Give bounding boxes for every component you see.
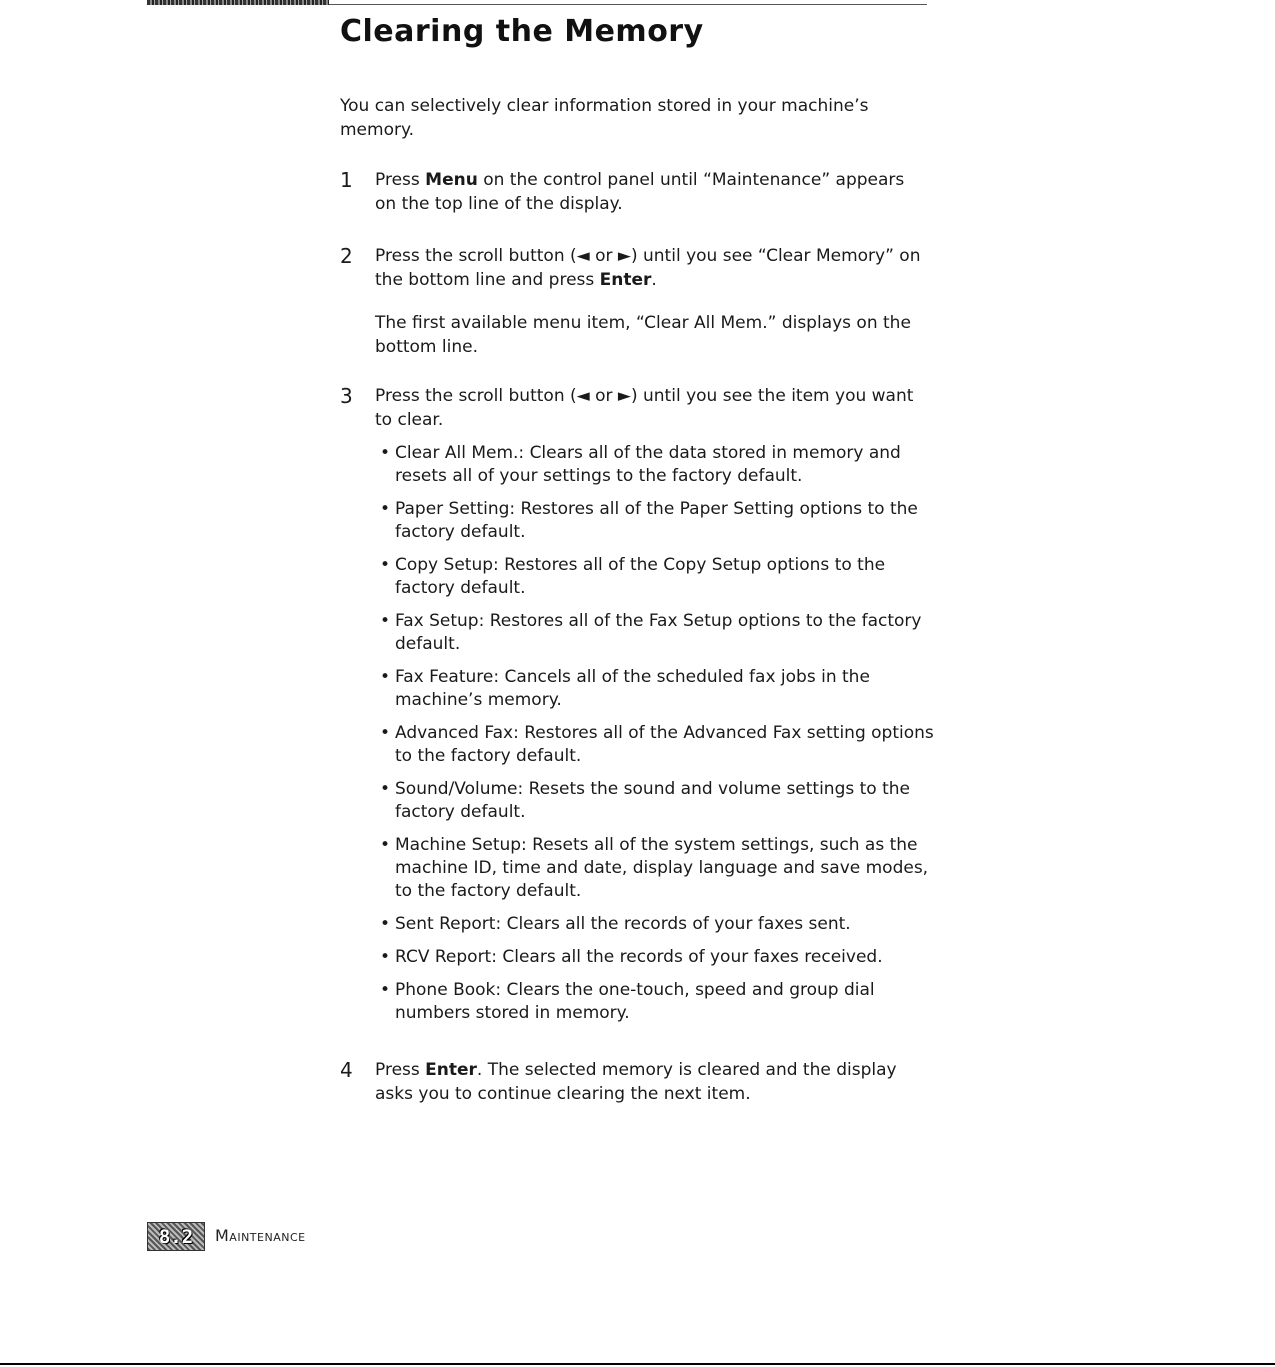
step-number: 1 <box>340 168 353 192</box>
step-text: Press the scroll button (◄ or ►) until you see “Clear Memory” on the bottom line and press Enter. <box>375 246 921 290</box>
list-item: • Phone Book: Clears the one-touch, speed and group dial numbers stored in memory. <box>380 980 875 1023</box>
list-item: • Paper Setting: Restores all of the Paper Setting options to the factory default. <box>380 499 918 542</box>
list-item: • Fax Setup: Restores all of the Fax Setup options to the factory default. <box>380 611 922 654</box>
step-text: Press Menu on the control panel until “Maintenance” appears on the top line of the display. <box>375 170 905 214</box>
header-decoration <box>147 0 329 5</box>
step-number: 3 <box>340 384 353 408</box>
list-item: • Advanced Fax: Restores all of the Advanced Fax setting options to the factory default. <box>380 723 934 766</box>
list-item: • Sound/Volume: Resets the sound and volume settings to the factory default. <box>380 779 911 822</box>
step-text: Press the scroll button (◄ or ►) until you see the item you want to clear. <box>375 386 914 430</box>
list-item: • Sent Report: Clears all the records of your faxes sent. <box>380 914 851 934</box>
list-item: • Machine Setup: Resets all of the system settings, such as the machine ID, time and date, display language and save modes, to the factory default. <box>380 835 929 901</box>
bottom-rule <box>0 1363 1275 1365</box>
footer-section-label: Maintenance <box>215 1226 306 1245</box>
step-number: 2 <box>340 244 353 268</box>
header-rule <box>329 4 927 5</box>
step-note: The first available menu item, “Clear All Mem.” displays on the bottom line. <box>375 313 911 357</box>
clear-options-list <box>375 442 935 1035</box>
list-item: • Clear All Mem.: Clears all of the data stored in memory and resets all of your settings to the factory default. <box>380 443 901 486</box>
step-text: Press Enter. The selected memory is cleared and the display asks you to continue clearing the next item. <box>375 1060 897 1104</box>
list-item: • Copy Setup: Restores all of the Copy Setup options to the factory default. <box>380 555 886 598</box>
page-number-badge: 8.2 <box>147 1222 205 1251</box>
list-item: • RCV Report: Clears all the records of your faxes received. <box>380 947 883 967</box>
intro-paragraph: You can selectively clear information stored in your machine’s memory. <box>340 96 869 140</box>
page-title: Clearing the Memory <box>340 14 704 49</box>
list-item: • Fax Feature: Cancels all of the scheduled fax jobs in the machine’s memory. <box>380 667 870 710</box>
step-number: 4 <box>340 1058 353 1082</box>
